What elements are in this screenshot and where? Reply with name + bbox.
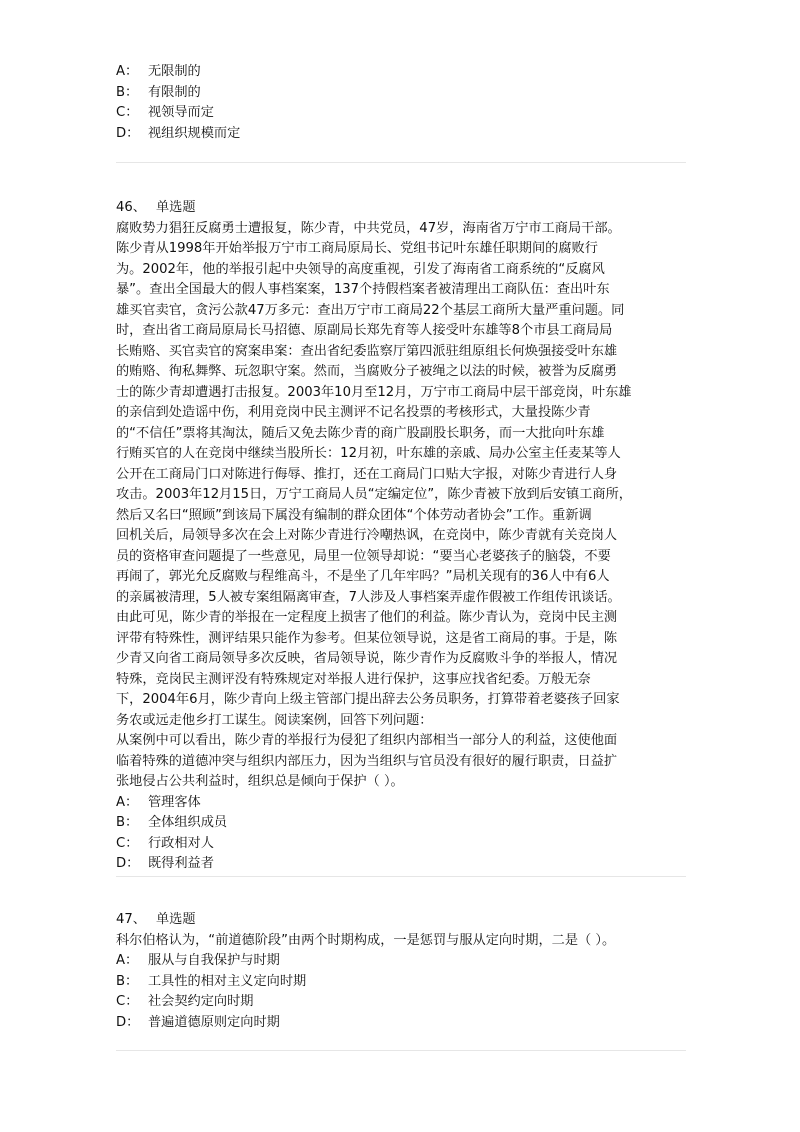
q46-stem-line: 腐败势力猖狂反腐勇士遭报复，陈少青，中共党员，47岁，海南省万宁市工商局干部。: [116, 220, 621, 236]
q46-stem-line: 雄买官卖官，贪污公款47万多元：查出万宁市工商局22个基层工商所大量严重问题。同: [116, 302, 625, 318]
q46-stem-line: 长贿赂、买官卖官的窝案串案：查出省纪委监察厅第四派驻组原组长何焕强接受叶东雄: [116, 343, 618, 359]
q47-stem: 科尔伯格认为，“前道德阶段”由两个时期构成，一是惩罚与服从定向时期，二是（ ）。: [116, 932, 616, 948]
q46-option-c[interactable]: C： 行政相对人: [116, 835, 214, 851]
q47-option-c[interactable]: C： 社会契约定向时期: [116, 994, 254, 1009]
q46-stem-line: 为。2002年，他的举报引起中央领导的高度重视，引发了海南省工商系统的“反腐风: [116, 261, 605, 277]
q46-stem-line: 的“不信任”票将其淘汰，随后又免去陈少青的商广股副股长职务，而一大批向叶东雄: [116, 425, 605, 441]
q47-number: 47、: [116, 912, 146, 927]
divider: [116, 876, 686, 877]
q46-stem-line: 特殊，竞岗民主测评没有特殊规定对举报人进行保护，这事应找省纪委。万般无奈: [116, 671, 591, 687]
q45-option-a[interactable]: A： 无限制的: [116, 64, 201, 79]
q46-stem-line: 临着特殊的道德冲突与组织内部压力，因为当组织与官员没有很好的履行职责，日益扩: [116, 753, 618, 769]
q46-header: [116, 198, 686, 219]
q46-stem-line: 由此可见，陈少青的举报在一定程度上损害了他们的利益。陈少青认为，竞岗中民主测: [116, 610, 618, 625]
q46-stem-line: 攻击。2003年12月15日，万宁工商局人员“定编定位”，陈少青被下放到后安镇工商所，: [116, 487, 632, 502]
q46-stem-line: 务农或远走他乡打工谋生。阅读案例，回答下列问题：: [116, 712, 433, 728]
q46-stem-line: 陈少青从1998年开始举报万宁市工商局原局长、党组书记叶东雄任职期间的腐败行: [116, 241, 598, 256]
q46-stem: [116, 219, 686, 793]
q46-stem-line: 士的陈少青却遭遇打击报复。2003年10月至12月，万宁市工商局中层干部竞岗，叶东雄: [116, 384, 632, 400]
q46-stem-line: 评带有特殊性，测评结果只能作为参考。但某位领导说，这是省工商局的事。于是，陈: [116, 630, 618, 646]
q46-stem-line: 少青又向省工商局领导多次反映，省局领导说，陈少青作为反腐败斗争的举报人，情况: [116, 651, 618, 666]
q47-type: 单选题: [155, 912, 196, 927]
q46-option-b[interactable]: B： 全体组织成员: [116, 815, 228, 830]
q47-option-b[interactable]: B： 工具性的相对主义定向时期: [116, 973, 307, 989]
q46-stem-line: 暴”。查出全国最大的假人事档案案，137个持假档案者被清理出工商队伍：查出叶东: [116, 282, 610, 297]
q46-stem-line: 然后又名曰“照顾”到该局下属没有编制的群众团体“个体劳动者协会”工作。重新调: [116, 507, 592, 523]
divider: [116, 1050, 686, 1051]
q46-stem-line: 的贿赂、徇私舞弊、玩忽职守案。然而，当腐败分子被绳之以法的时候，被誉为反腐勇: [116, 364, 618, 379]
q46-option-a[interactable]: A： 管理客体: [116, 794, 201, 810]
q46-stem-line: 员的资格审查问题提了一些意见，局里一位领导却说：“要当心老婆孩子的脑袋，不要: [116, 548, 611, 564]
q47-option-d[interactable]: D： 普遍道德原则定向时期: [116, 1014, 280, 1030]
q47-option-a[interactable]: A： 服从与自我保护与时期: [116, 953, 280, 968]
q45-option-c[interactable]: C： 视领导而定: [116, 105, 214, 120]
q46-number: 46、: [116, 200, 146, 215]
q46-stem-line: 的亲属被清理，5人被专案组隔离审查，7人涉及人事档案弄虚作假被工作组传讯谈话。: [116, 589, 621, 605]
q46-stem-line: 张地侵占公共利益时，组织总是倾向于保护（ ）。: [116, 774, 404, 789]
q46-option-d[interactable]: D： 既得利益者: [116, 856, 214, 871]
q45-options: [116, 62, 686, 144]
q46: [116, 198, 686, 875]
q46-stem-line: 的亲信到处造谣中伤，利用竞岗中民主测评不记名投票的考核形式，大量投陈少青: [116, 405, 591, 420]
q47-header: [116, 910, 686, 931]
q46-stem-line: 时，查出省工商局原局长马招德、原副局长郑先育等人接受叶东雄等8个市县工商局局: [116, 323, 613, 338]
q46-stem-line: 从案例中可以看出，陈少青的举报行为侵犯了组织内部相当一部分人的利益，这使他面: [116, 733, 618, 748]
q46-stem-line: 回机关后，局领导多次在会上对陈少青进行冷嘲热讽，在竞岗中，陈少青就有关竞岗人: [116, 528, 618, 543]
q45-option-b[interactable]: B： 有限制的: [116, 84, 201, 100]
q46-stem-line: 行贿买官的人在竞岗中继续当股所长：12月初，叶东雄的亲戚、局办公室主任麦某等人: [116, 446, 621, 461]
q45-option-d[interactable]: D： 视组织规模而定: [116, 125, 241, 141]
q46-stem-line: 再闹了，郭光允反腐败与程维高斗，不是坐了几年牢吗？”局机关现有的36人中有6人: [116, 569, 610, 584]
divider: [116, 162, 686, 163]
q46-type: 单选题: [155, 200, 196, 215]
q46-stem-line: 下，2004年6月，陈少青向上级主管部门提出辞去公务员职务，打算带着老婆孩子回家: [116, 692, 620, 707]
q46-stem-line: 公开在工商局门口对陈进行侮辱、推打，还在工商局门口贴大字报，对陈少青进行人身: [116, 466, 618, 482]
q47: [116, 910, 686, 1033]
